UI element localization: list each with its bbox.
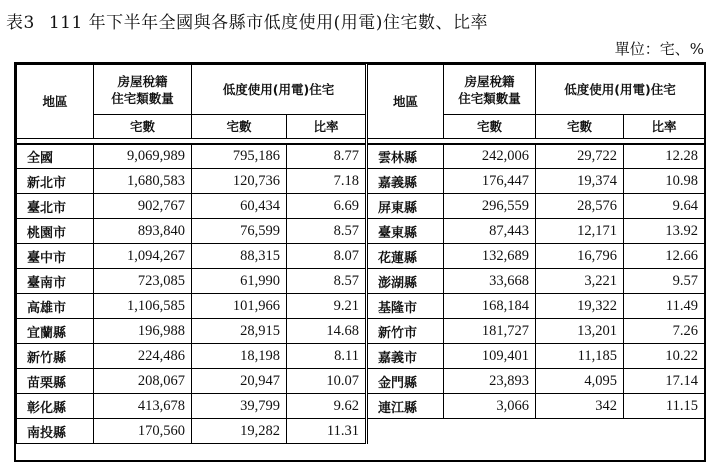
region-name: 全國 <box>17 144 94 169</box>
housing-stock-value: 902,767 <box>94 194 192 219</box>
table-row <box>17 344 705 369</box>
header-stock-left <box>94 65 192 115</box>
low-use-count-value: 28,915 <box>192 319 287 344</box>
region-name: 新竹縣 <box>17 344 94 369</box>
low-use-count-value: 60,434 <box>192 194 287 219</box>
table-row <box>17 394 705 419</box>
header-ratio: 比率 <box>624 115 705 139</box>
table-row <box>17 194 705 219</box>
housing-stock-value: 893,840 <box>94 219 192 244</box>
header-lowuse-left: 低度使用(用電)住宅 <box>192 65 367 115</box>
table-row <box>17 219 705 244</box>
low-use-ratio-value: 8.11 <box>287 344 367 369</box>
low-use-count-value: 29,722 <box>536 144 624 169</box>
header-region-right: 地區 <box>367 65 444 139</box>
housing-stock-value: 1,094,267 <box>94 244 192 269</box>
empty-cell <box>367 419 705 444</box>
region-name: 金門縣 <box>367 369 444 394</box>
housing-stock-value: 132,689 <box>444 244 536 269</box>
housing-stock-value: 87,443 <box>444 219 536 244</box>
low-use-ratio-value: 9.64 <box>624 194 705 219</box>
table-row <box>17 369 705 394</box>
region-name: 基隆市 <box>367 294 444 319</box>
low-use-ratio-value: 7.26 <box>624 319 705 344</box>
header-stock-right <box>444 65 536 115</box>
low-use-count-value: 28,576 <box>536 194 624 219</box>
low-use-ratio-value: 10.07 <box>287 369 367 394</box>
region-name: 新北市 <box>17 169 94 194</box>
region-name: 臺北市 <box>17 194 94 219</box>
low-use-count-value: 39,799 <box>192 394 287 419</box>
low-use-count-value: 342 <box>536 394 624 419</box>
region-name: 屏東縣 <box>367 194 444 219</box>
low-use-count-value: 13,201 <box>536 319 624 344</box>
region-name: 新竹市 <box>367 319 444 344</box>
table-row <box>17 269 705 294</box>
data-table <box>16 64 705 444</box>
low-use-count-value: 19,282 <box>192 419 287 444</box>
low-use-count-value: 19,322 <box>536 294 624 319</box>
housing-stock-value: 413,678 <box>94 394 192 419</box>
low-use-count-value: 11,185 <box>536 344 624 369</box>
low-use-ratio-value: 8.77 <box>287 144 367 169</box>
low-use-ratio-value: 10.98 <box>624 169 705 194</box>
low-use-count-value: 795,186 <box>192 144 287 169</box>
housing-stock-value: 33,668 <box>444 269 536 294</box>
low-use-ratio-value: 13.92 <box>624 219 705 244</box>
low-use-ratio-value: 9.57 <box>624 269 705 294</box>
low-use-ratio-value: 12.28 <box>624 144 705 169</box>
low-use-ratio-value: 8.57 <box>287 269 367 294</box>
low-use-count-value: 20,947 <box>192 369 287 394</box>
header-count: 宅數 <box>192 115 287 139</box>
housing-stock-value: 208,067 <box>94 369 192 394</box>
region-name: 花蓮縣 <box>367 244 444 269</box>
low-use-ratio-value: 10.22 <box>624 344 705 369</box>
housing-stock-value: 224,486 <box>94 344 192 369</box>
header-stock-text: 房屋稅籍 住宅類數量 <box>458 73 521 106</box>
table-row <box>17 244 705 269</box>
housing-stock-value: 723,085 <box>94 269 192 294</box>
region-name: 嘉義縣 <box>367 169 444 194</box>
table-row <box>17 169 705 194</box>
region-name: 嘉義市 <box>367 344 444 369</box>
low-use-ratio-value: 7.18 <box>287 169 367 194</box>
low-use-ratio-value: 14.68 <box>287 319 367 344</box>
housing-stock-value: 296,559 <box>444 194 536 219</box>
low-use-ratio-value: 8.07 <box>287 244 367 269</box>
header-ratio: 比率 <box>287 115 367 139</box>
low-use-ratio-value: 17.14 <box>624 369 705 394</box>
region-name: 澎湖縣 <box>367 269 444 294</box>
housing-stock-value: 109,401 <box>444 344 536 369</box>
low-use-count-value: 16,796 <box>536 244 624 269</box>
region-name: 桃園市 <box>17 219 94 244</box>
document-title <box>6 8 488 33</box>
header-stock-text: 房屋稅籍 住宅類數量 <box>111 73 174 106</box>
housing-stock-value: 1,106,585 <box>94 294 192 319</box>
low-use-count-value: 4,095 <box>536 369 624 394</box>
table-row <box>17 144 705 169</box>
low-use-count-value: 19,374 <box>536 169 624 194</box>
data-table-frame <box>14 62 706 462</box>
housing-stock-value: 3,066 <box>444 394 536 419</box>
header-region-left: 地區 <box>17 65 94 139</box>
region-name: 臺東縣 <box>367 219 444 244</box>
housing-stock-value: 1,680,583 <box>94 169 192 194</box>
low-use-count-value: 61,990 <box>192 269 287 294</box>
region-name: 南投縣 <box>17 419 94 444</box>
low-use-ratio-value: 9.62 <box>287 394 367 419</box>
low-use-count-value: 18,198 <box>192 344 287 369</box>
low-use-count-value: 12,171 <box>536 219 624 244</box>
low-use-ratio-value: 6.69 <box>287 194 367 219</box>
housing-stock-value: 23,893 <box>444 369 536 394</box>
table-row <box>17 294 705 319</box>
header-count: 宅數 <box>536 115 624 139</box>
housing-stock-value: 170,560 <box>94 419 192 444</box>
low-use-ratio-value: 11.49 <box>624 294 705 319</box>
low-use-count-value: 101,966 <box>192 294 287 319</box>
table-number: 表3 <box>6 13 35 33</box>
region-name: 雲林縣 <box>367 144 444 169</box>
region-name: 彰化縣 <box>17 394 94 419</box>
low-use-count-value: 88,315 <box>192 244 287 269</box>
housing-stock-value: 168,184 <box>444 294 536 319</box>
table-row <box>17 419 705 444</box>
housing-stock-value: 176,447 <box>444 169 536 194</box>
low-use-ratio-value: 9.21 <box>287 294 367 319</box>
unit-label: 單位：宅、% <box>614 40 704 58</box>
housing-stock-value: 242,006 <box>444 144 536 169</box>
housing-stock-value: 181,727 <box>444 319 536 344</box>
table-row <box>17 319 705 344</box>
region-name: 高雄市 <box>17 294 94 319</box>
low-use-ratio-value: 11.31 <box>287 419 367 444</box>
region-name: 連江縣 <box>367 394 444 419</box>
region-name: 臺南市 <box>17 269 94 294</box>
region-name: 苗栗縣 <box>17 369 94 394</box>
low-use-count-value: 120,736 <box>192 169 287 194</box>
header-count: 宅數 <box>444 115 536 139</box>
title-text: 111 年下半年全國與各縣市低度使用(用電)住宅數、比率 <box>48 13 488 33</box>
low-use-ratio-value: 8.57 <box>287 219 367 244</box>
region-name: 宜蘭縣 <box>17 319 94 344</box>
low-use-count-value: 3,221 <box>536 269 624 294</box>
housing-stock-value: 196,988 <box>94 319 192 344</box>
low-use-count-value: 76,599 <box>192 219 287 244</box>
header-count: 宅數 <box>94 115 192 139</box>
low-use-ratio-value: 12.66 <box>624 244 705 269</box>
header-lowuse-right: 低度使用(用電)住宅 <box>536 65 705 115</box>
housing-stock-value: 9,069,989 <box>94 144 192 169</box>
low-use-ratio-value: 11.15 <box>624 394 705 419</box>
region-name: 臺中市 <box>17 244 94 269</box>
